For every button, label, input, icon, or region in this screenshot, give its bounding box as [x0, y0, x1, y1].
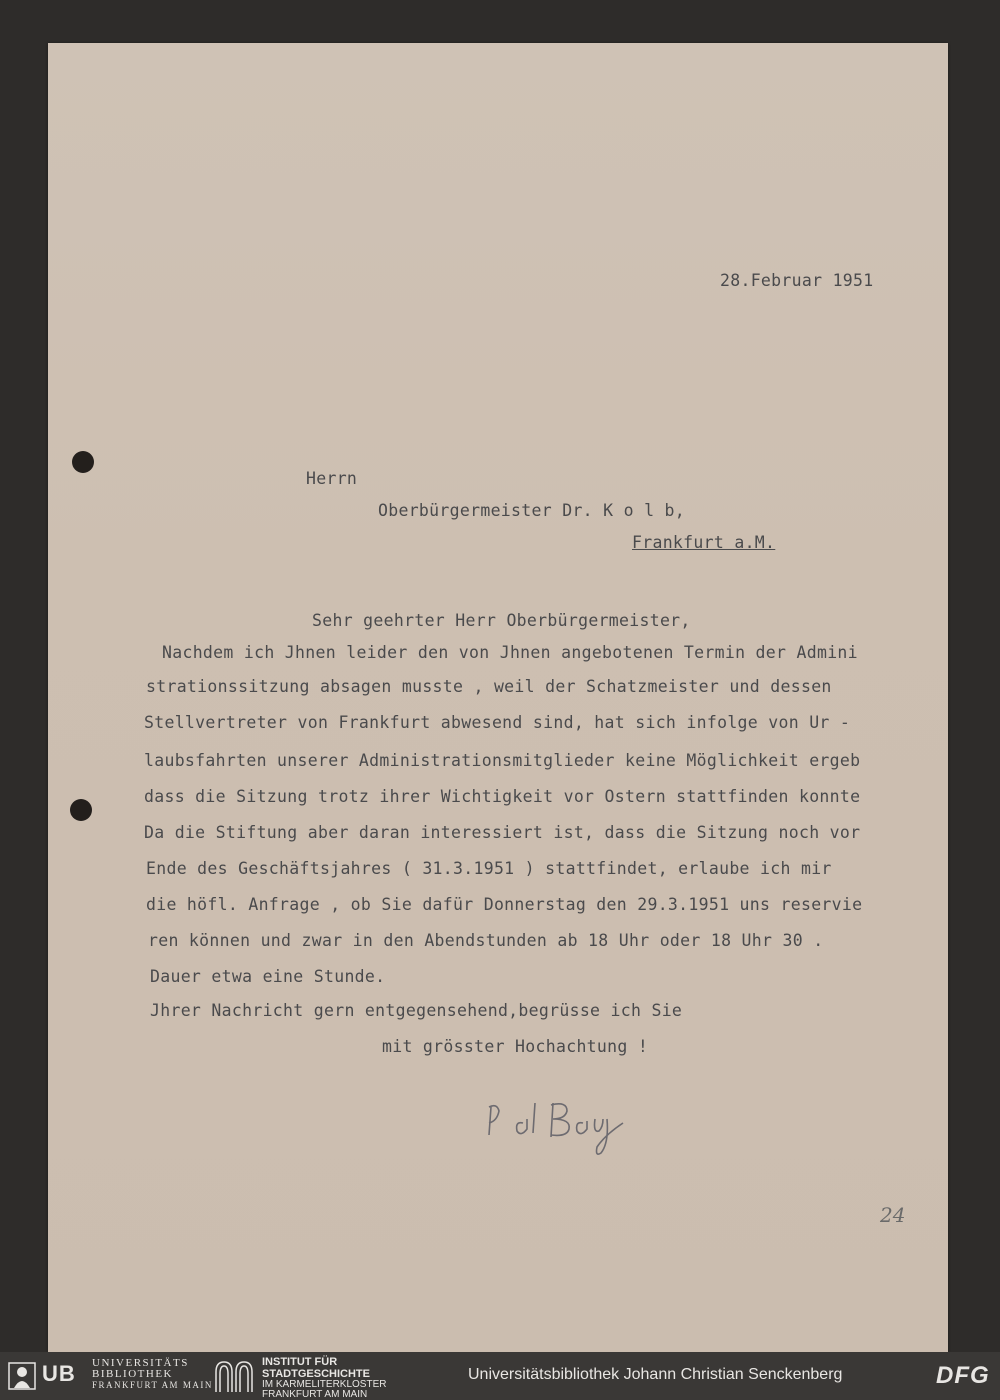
punch-hole-top: [72, 451, 94, 473]
handwritten-signature: [483, 1093, 663, 1163]
letter-date: 28.Februar 1951: [720, 271, 874, 290]
isg-logo-icon: [214, 1360, 254, 1392]
salutation-title: Herrn: [306, 469, 358, 488]
ub-line: FRANKFURT AM MAIN: [92, 1380, 213, 1390]
ub-abbreviation: UB: [42, 1361, 76, 1386]
ub-line: BIBLIOTHEK: [92, 1368, 173, 1380]
body-line: Stellvertreter von Frankfurt abwesend sind, hat sich infolge von Ur -: [144, 713, 851, 732]
body-line: Jhrer Nachricht gern entgegensehend,begrüsse ich Sie: [150, 1001, 683, 1020]
ub-name: [92, 1358, 213, 1391]
recipient-name: Oberbürgermeister Dr. K o l b,: [378, 501, 686, 520]
body-line: die höfl. Anfrage , ob Sie dafür Donnerstag den 29.3.1951 uns reservie: [146, 895, 863, 914]
isg-line: FRANKFURT AM MAIN: [262, 1389, 368, 1400]
letter-page: [48, 43, 948, 1353]
library-credit: Universitätsbibliothek Johann Christian Senckenberg: [468, 1366, 843, 1383]
body-line: ren können und zwar in den Abendstunden ab 18 Uhr oder 18 Uhr 30 .: [148, 931, 824, 950]
body-line: Da die Stiftung aber daran interessiert ist, dass die Sitzung noch vor: [144, 823, 861, 842]
body-line: laubsfahrten unserer Administrationsmitglieder keine Möglichkeit ergeb: [144, 751, 861, 770]
body-line: Dauer etwa eine Stunde.: [150, 967, 386, 986]
closing: mit grösster Hochachtung !: [382, 1037, 649, 1056]
body-line: Nachdem ich Jhnen leider den von Jhnen angebotenen Termin der Admini: [162, 643, 858, 662]
body-line: dass die Sitzung trotz ihrer Wichtigkeit vor Ostern stattfinden konnte: [144, 787, 861, 806]
page-number: 24: [880, 1203, 906, 1227]
isg-line: IM KARMELITERKLOSTER: [262, 1379, 387, 1390]
dfg-logo: DFG: [936, 1362, 990, 1389]
isg-line: STADTGESCHICHTE: [262, 1367, 370, 1380]
ub-line: UNIVERSITÄTS: [92, 1357, 189, 1369]
recipient-city: Frankfurt a.M.: [632, 533, 776, 552]
isg-line: INSTITUT FÜR: [262, 1356, 338, 1368]
body-line: strationssitzung absagen musste , weil der Schatzmeister und dessen: [146, 677, 832, 696]
punch-hole-bottom: [70, 799, 92, 821]
ub-logo-icon: [8, 1362, 36, 1390]
footer-bar: [0, 1352, 1000, 1400]
isg-name: [262, 1357, 386, 1400]
body-line: Ende des Geschäftsjahres ( 31.3.1951 ) stattfindet, erlaube ich mir: [146, 859, 832, 878]
greeting: Sehr geehrter Herr Oberbürgermeister,: [312, 611, 691, 630]
